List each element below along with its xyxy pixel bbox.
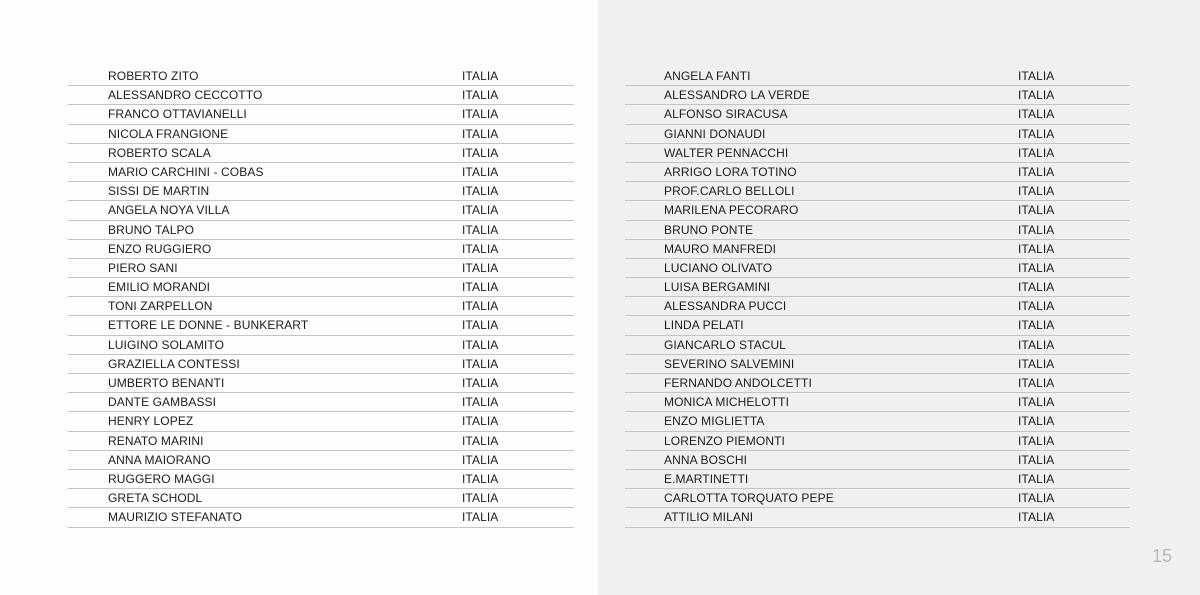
list-item [625,393,1130,412]
participant-country: ITALIA [462,356,499,371]
participant-name: WALTER PENNACCHI [664,145,789,160]
participant-name: SISSI DE MARTIN [108,184,210,199]
participant-name: LUISA BERGAMINI [664,280,771,295]
list-item [68,86,574,105]
participant-name: GRETA SCHODL [108,491,203,506]
participant-name: ENZO RUGGIERO [108,241,212,256]
participant-name: ANGELA NOYA VILLA [108,203,230,218]
participant-country: ITALIA [1018,69,1055,83]
list-item [68,125,574,144]
list-item [625,489,1130,508]
participant-country: ITALIA [462,184,499,199]
participant-country: ITALIA [1018,376,1055,390]
participant-country: ITALIA [462,241,499,256]
list-item [625,451,1130,470]
participant-country: ITALIA [462,433,499,448]
participant-country: ITALIA [1018,452,1055,467]
participant-list-left [68,67,574,528]
list-item [68,451,574,470]
participant-name: MARIO CARCHINI - COBAS [108,164,264,179]
participant-country: ITALIA [1018,510,1055,525]
list-item [625,374,1130,393]
participant-name: BRUNO TALPO [108,222,195,237]
list-item [68,412,574,431]
left-page [0,0,598,595]
participant-name: ANNA MAIORANO [108,452,211,467]
participant-country: ITALIA [462,260,499,275]
list-item [625,278,1130,297]
participant-country: ITALIA [462,471,499,486]
participant-country: ITALIA [462,69,499,83]
participant-country: ITALIA [462,414,499,429]
list-item [625,432,1130,451]
participant-name: FRANCO OTTAVIANELLI [108,107,247,122]
participant-name: NICOLA FRANGIONE [108,126,229,141]
list-item [68,316,574,335]
participant-country: ITALIA [1018,280,1055,295]
participant-country: ITALIA [462,395,499,410]
participant-country: ITALIA [1018,107,1055,122]
participant-name: MONICA MICHELOTTI [664,395,790,410]
list-item [68,105,574,124]
participant-country: ITALIA [462,510,499,525]
list-item [68,355,574,374]
participant-name: DANTE GAMBASSI [108,395,217,410]
participant-country: ITALIA [462,299,499,314]
participant-name: ANGELA FANTI [664,69,751,83]
participant-name: MAURO MANFREDI [664,241,777,256]
participant-country: ITALIA [462,126,499,141]
participant-name: UMBERTO BENANTI [108,376,225,390]
participant-country: ITALIA [462,107,499,122]
participant-country: ITALIA [462,452,499,467]
participant-country: ITALIA [462,222,499,237]
list-item [68,67,574,86]
list-item [68,201,574,220]
participant-name: ALESSANDRO LA VERDE [664,88,810,103]
participant-list-right [625,67,1130,528]
participant-country: ITALIA [462,376,499,390]
list-item [625,508,1130,527]
participant-name: CARLOTTA TORQUATO PEPE [664,491,834,506]
list-item [68,489,574,508]
participant-country: ITALIA [1018,356,1055,371]
list-item [625,259,1130,278]
participant-country: ITALIA [1018,126,1055,141]
participant-country: ITALIA [462,203,499,218]
participant-country: ITALIA [1018,164,1055,179]
list-item [625,355,1130,374]
participant-country: ITALIA [1018,222,1055,237]
participant-country: ITALIA [462,280,499,295]
participant-country: ITALIA [462,318,499,333]
participant-name: GIANCARLO STACUL [664,337,787,352]
participant-name: LORENZO PIEMONTI [664,433,785,448]
list-item [68,470,574,489]
participant-country: ITALIA [1018,145,1055,160]
participant-name: HENRY LOPEZ [108,414,194,429]
participant-country: ITALIA [1018,203,1055,218]
participant-country: ITALIA [1018,337,1055,352]
list-item [625,316,1130,335]
page-number: 15 [1151,546,1172,566]
list-item [625,125,1130,144]
list-item [625,105,1130,124]
participant-name: EMILIO MORANDI [108,280,211,295]
participant-country: ITALIA [1018,184,1055,199]
participant-name: GIANNI DONAUDI [664,126,766,141]
list-item [68,182,574,201]
participant-country: ITALIA [1018,299,1055,314]
list-item [625,144,1130,163]
participant-country: ITALIA [462,491,499,506]
participant-country: ITALIA [462,88,499,103]
list-item [625,412,1130,431]
participant-country: ITALIA [1018,318,1055,333]
participant-name: LUIGINO SOLAMITO [108,337,225,352]
participant-name: PROF.CARLO BELLOLI [664,184,795,199]
list-item [625,182,1130,201]
list-item [68,432,574,451]
list-item [68,163,574,182]
participant-name: ARRIGO LORA TOTINO [664,164,797,179]
list-item [625,163,1130,182]
list-item [625,67,1130,86]
list-item [68,240,574,259]
participant-country: ITALIA [1018,414,1055,429]
participant-country: ITALIA [462,145,499,160]
list-item [625,336,1130,355]
participant-country: ITALIA [1018,433,1055,448]
participant-name: E.MARTINETTI [664,471,749,486]
list-item [68,297,574,316]
participant-country: ITALIA [1018,395,1055,410]
list-item [68,374,574,393]
participant-name: BRUNO PONTE [664,222,754,237]
participant-name: ALESSANDRO CECCOTTO [108,88,263,103]
participant-name: FERNANDO ANDOLCETTI [664,376,812,390]
participant-country: ITALIA [462,337,499,352]
participant-name: MAURIZIO STEFANATO [108,510,243,525]
participant-name: ROBERTO ZITO [108,69,199,83]
participant-name: RENATO MARINI [108,433,204,448]
list-item [625,221,1130,240]
list-item [625,470,1130,489]
participant-name: ANNA BOSCHI [664,452,748,467]
participant-name: LUCIANO OLIVATO [664,260,773,275]
list-item [625,240,1130,259]
participant-name: ALFONSO SIRACUSA [664,107,788,122]
participant-name: ROBERTO SCALA [108,145,211,160]
list-item [68,259,574,278]
participant-country: ITALIA [462,164,499,179]
participant-name: SEVERINO SALVEMINI [664,356,795,371]
participant-name: TONI ZARPELLON [108,299,213,314]
participant-name: PIERO SANI [108,260,178,275]
list-item [68,336,574,355]
participant-name: ETTORE LE DONNE - BUNKERART [108,318,309,333]
participant-name: LINDA PELATI [664,318,744,333]
right-page [598,0,1200,595]
participant-name: ALESSANDRA PUCCI [664,299,787,314]
list-item [68,144,574,163]
participant-country: ITALIA [1018,241,1055,256]
participant-country: ITALIA [1018,260,1055,275]
list-item [68,393,574,412]
list-item [625,86,1130,105]
participant-name: ENZO MIGLIETTA [664,414,765,429]
participant-country: ITALIA [1018,471,1055,486]
participant-name: RUGGERO MAGGI [108,471,215,486]
participant-name: ATTILIO MILANI [664,510,754,525]
participant-name: MARILENA PECORARO [664,203,799,218]
participant-name: GRAZIELLA CONTESSI [108,356,240,371]
list-item [625,201,1130,220]
participant-country: ITALIA [1018,88,1055,103]
list-item [68,221,574,240]
list-item [68,508,574,527]
list-item [625,297,1130,316]
list-item [68,278,574,297]
participant-country: ITALIA [1018,491,1055,506]
